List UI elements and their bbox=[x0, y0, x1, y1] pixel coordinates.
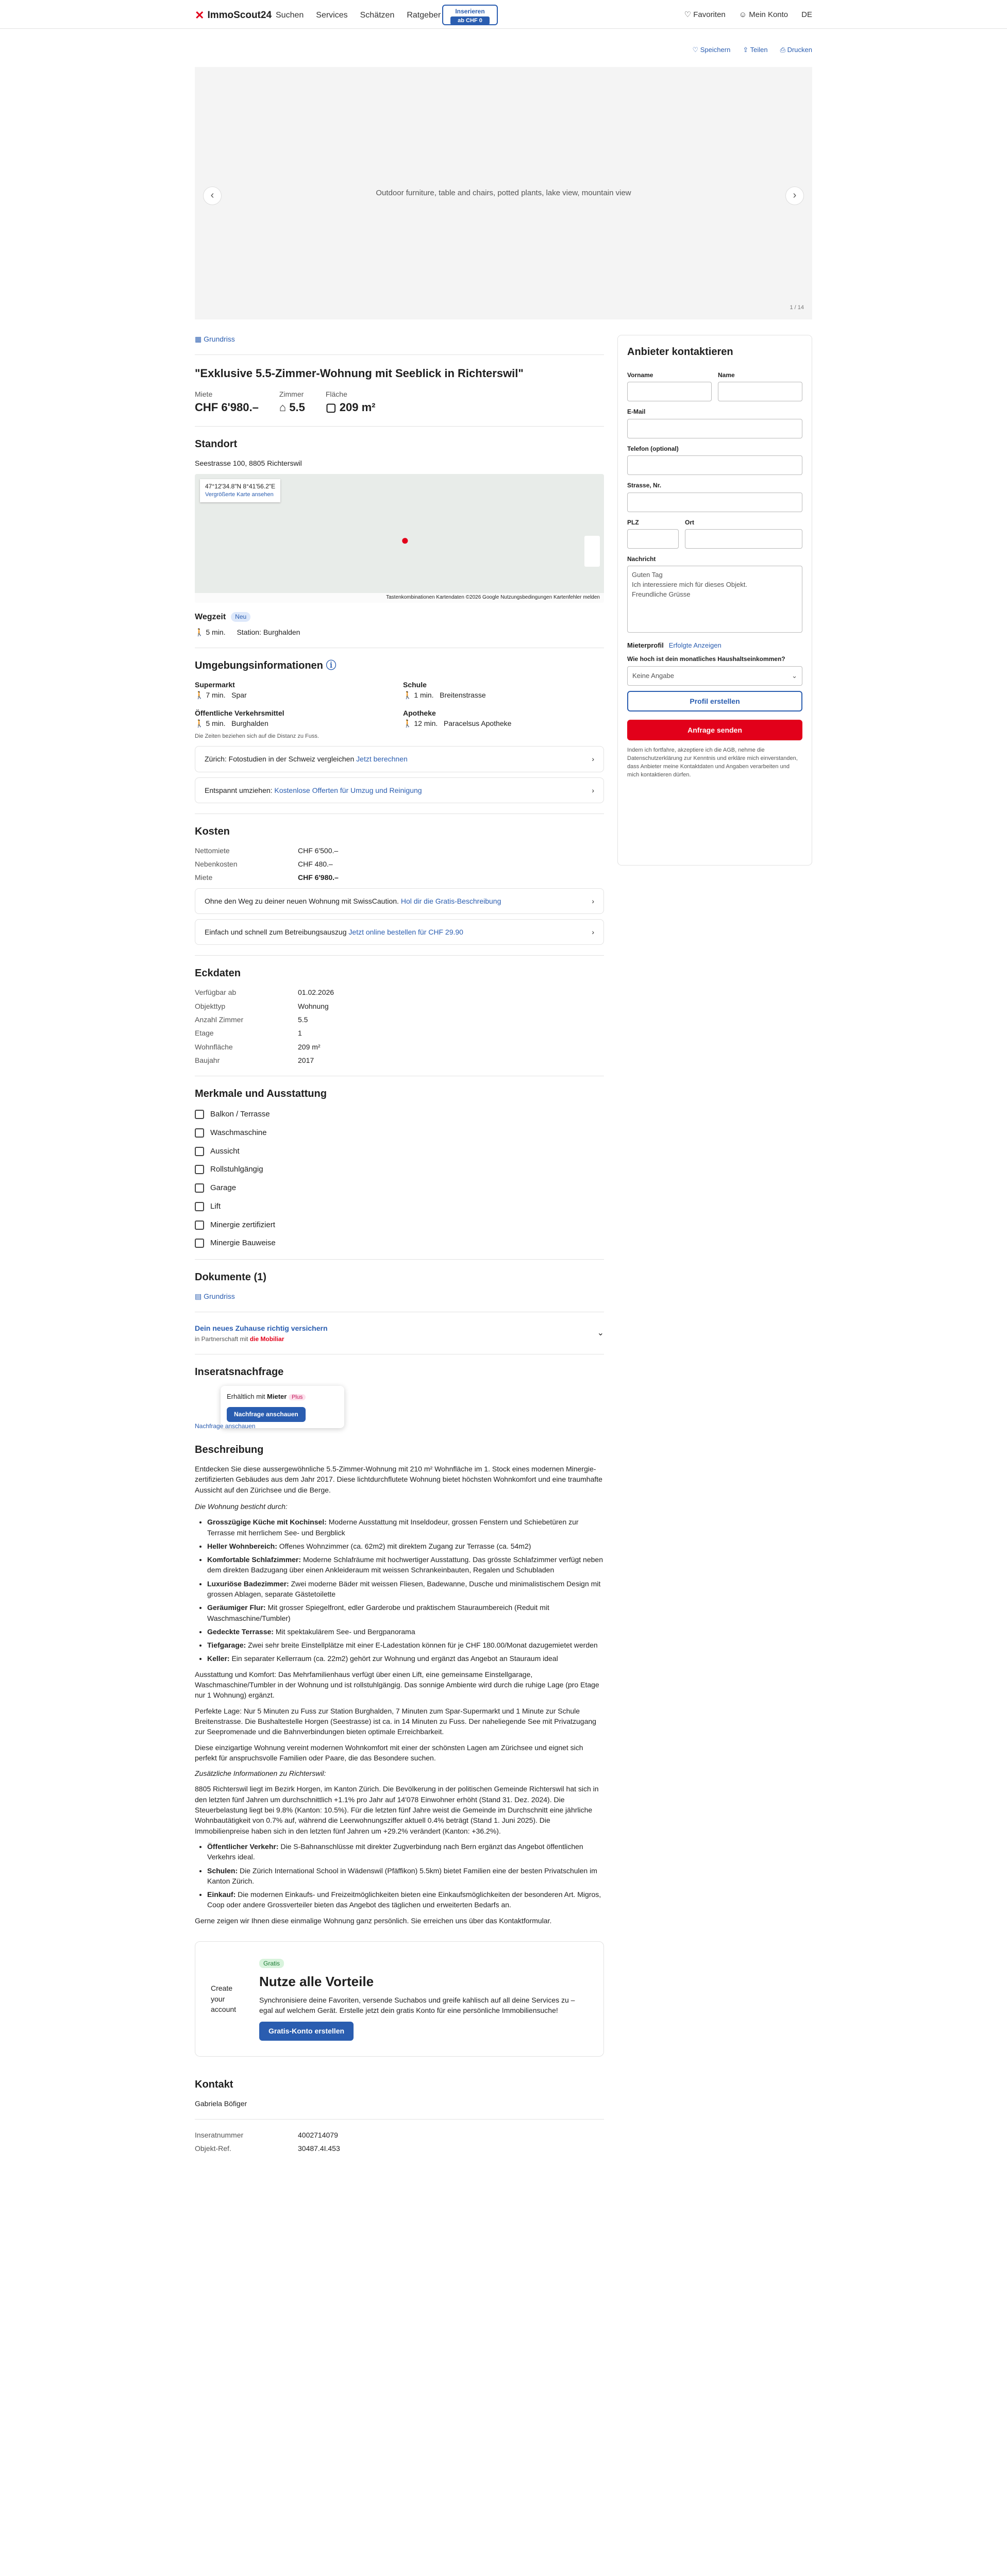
features-list bbox=[195, 1109, 604, 1249]
email-field[interactable] bbox=[627, 419, 802, 438]
area-value: ▢ 209 m² bbox=[325, 401, 376, 414]
cost-row: Nettomiete CHF 6'500.– bbox=[195, 846, 339, 855]
documents-title: Dokumente (1) bbox=[195, 1272, 266, 1283]
debt-extract-box[interactable]: Einfach und schnell zum Betreibungsauszug Jetzt online bestellen für CHF 29.90 › bbox=[195, 919, 604, 945]
features-title: Merkmale und Ausstattung bbox=[195, 1088, 327, 1100]
feature-icon bbox=[195, 1165, 204, 1174]
heart-icon: ♡ bbox=[684, 10, 694, 19]
contact-form: Anbieter kontaktieren Vorname Name E-Mail Telefon (optional) Strasse, Nr. PLZ Ort Nachricht Guten Tag Ich interessiere mich für dieses Objekt. Freundliche Grüsse Mieterprofil Erfolgte Anzeigen Wie hoch ist dein monatliches Haushaltseinkommen? Keine Angabe ⌄ Profil erstellen Anfrage senden Indem ich fortfahre, akzeptiere ich die AGB, nehme die Datenschutzerklärung zur Kenntnis und erkläre mich einverstanden, dass Anbieter meine Kontaktdaten und Angaben verarbeiten und mich kontaktieren dürfen. bbox=[617, 335, 812, 866]
fact-row: Etage 1 bbox=[195, 1029, 302, 1038]
swisscaution-box[interactable]: Ohne den Weg zu deiner neuen Wohnung mit SwissCaution. Hol dir die Gratis-Beschreibung › bbox=[195, 888, 604, 914]
description-bullet: • Öffentlicher Verkehr: Die S-Bahnanschlüsse mit direkter Zugverbindung nach Bern ergänzt das Angebot öffentlichen Verkehrs ideal. bbox=[207, 1841, 604, 1862]
nav-search[interactable]: Suchen bbox=[276, 11, 304, 20]
favorites-link[interactable]: ♡ Favoriten bbox=[684, 10, 726, 19]
walk-icon: 🚶 5 min. bbox=[195, 628, 226, 636]
fact-row: Baujahr 2017 bbox=[195, 1056, 314, 1064]
feature-item: Aussicht bbox=[195, 1146, 604, 1157]
rent-value: CHF 6'980.– bbox=[195, 401, 259, 414]
account-promo: Create your account Gratis Nutze alle Vorteile Synchronisiere deine Favoriten, versende Suchabos und greife kahlisch auf all deine Services zu – egal auf welchem Gerät. Erstelle jetzt dein gratis Konto für eine persönliche Immobiliensuche! Gratis-Konto erstellen bbox=[195, 1941, 604, 2057]
feature-icon bbox=[195, 1147, 204, 1156]
phone-field[interactable] bbox=[627, 455, 802, 475]
new-badge: Neu bbox=[231, 612, 250, 622]
surroundings-title: Umgebungsinformationen ⓘ bbox=[195, 660, 337, 672]
surroundings-grid bbox=[195, 680, 604, 728]
feature-icon bbox=[195, 1128, 204, 1138]
main-nav bbox=[276, 9, 441, 21]
cost-row: Nebenkosten CHF 480.– bbox=[195, 860, 333, 869]
map-info-card: 47°12'34.8"N 8°41'56.2"E Vergrößerte Karte ansehen bbox=[200, 479, 280, 502]
description-bullet: • Geräumiger Flur: Mit grosser Spiegelfront, edler Garderobe und praktischem Stauraumbereich (Reduit mit Waschmaschine/Tumbler) bbox=[207, 1602, 604, 1623]
surroundings-note: Die Zeiten beziehen sich auf die Distanz zu Fuss. bbox=[195, 733, 319, 740]
contact-name: Gabriela Böfiger bbox=[195, 2099, 247, 2108]
fact-row: Objekttyp Wohnung bbox=[195, 1002, 329, 1010]
main-content: ▦ Grundriss "Exklusive 5.5-Zimmer-Wohnung mit Seeblick in Richterswil" Miete CHF 6'980.– Zimmer ⌂ 5.5 Fläche ▢ 209 m² Standort Seestrasse 100, 8805 Richterswil 47°12'34.8"N 8°41'56.2"E Vergrößerte Karte ansehen ● Tastenkombinationen Kartendaten ©2026 Google Nutzungsbedingungen Kartenfehler melden Wegzeit Neu 🚶 5 min. Station: Burghalden Umgebungsinformationen ⓘ Supermarkt 🚶 7 min. Spar Schule 🚶 1 min. Breitenstrasse Öffentliche Verkehrsmittel 🚶 5 min. Burghalden Apotheke 🚶 12 min. Paracelsus Apotheke Die Zeiten beziehen sich auf die Distanz zu Fuss. Zürich: Fotostudien in der Schweiz vergleichen Jetzt berechnen › Entspannt umziehen: Kostenlose Offerten für Umzug und Reinigung › Kosten Nettomiete CHF 6'500.– Nebenkosten CHF 480.– Miete CHF 6'980.– Ohne den Weg zu deiner neuen Wohnung mit SwissCaution. Hol dir die Gratis-Beschreibung › Einfach und schnell zum Betreibungsauszug Jetzt online bestellen für CHF 29.90 › Eckdaten Verfügbar ab 01.02.2026 Objekttyp Wohnung Anzahl Zimmer 5.5 Etage 1 Wohnfläche 209 m² Baujahr 2017 Merkmale und Ausstattung Balkon / Terrasse Waschmaschine Aussicht Rollstuhlgängig Garage Lift Minergie zertifiziert Minergie Bauweise Dokumente (1) ▤ Grundriss Dein neues Zuhause richtig versichern in Partnerschaft mit die Mobiliar ⌄ Inseratsnachfrage Erhältlich mit Mieter Plus Nachfrage anschauen Nachfrage anschauen Beschreibung Entdecken Sie diese aussergewöhnliche 5.5-Zimmer-Wohnung mit 210 m² Wohnfläche im 1. Stock eines modernen Minergie-zertifizierten Gebäudes aus dem Jahr 2017. Diese lichtdurchflutete Wohnung bietet höchsten Wohnkomfort und eine traumhafte Aussicht auf den Zürichsee und die Berge. Die Wohnung besticht durch: • Grosszügige Küche mit Kochinsel: Moderne Ausstattung mit Inseldodeur, grossen Fenstern und Schiebetüren zur Terrasse mit herrlichem See- und Bergblick • Heller Wohnbereich: Offenes Wohnzimmer (ca. 62m2) mit direktem Zugang zur Terrasse (ca. 54m2) • Komfortable Schlafzimmer: Moderne Schlafräume mit hochwertiger Ausstattung. Das grösste Schlafzimmer verfügt neben dem direkten Badzugang über einen Ankleideraum mit weissen Schrankeinbauten, Regalen und Schubladen • Luxuriöse Badezimmer: Zwei moderne Bäder mit weissen Fliesen, Badewanne, Dusche und minimalistischem Design mit grossen Ablagen, separate Gästetoilette • Geräumiger Flur: Mit grosser Spiegelfront, edler Garderobe und praktischem Stauraumbereich (Reduit mit Waschmaschine/Tumbler) • Gedeckte Terrasse: Mit spektakulärem See- und Bergpanorama • Tiefgarage: Zwei sehr breite Einstellplätze mit einer E-Ladestation können für je CHF 180.00/Monat dazugemietet werden • Keller: Ein separater Kellerraum (ca. 22m2) gehört zur Wohnung und ergänzt das Angebot an Stauraum ideal Ausstattung und Komfort: Das Mehrfamilienhaus verfügt über einen Lift, eine gemeinsame Einstellgarage, Waschmaschine/Tumbler in der Wohnung und ist rollstuhlgängig. Das sonnige Ambiente wird durch die ruhige Lage (pro Etage nur 1 Wohnung) ergänzt. Perfekte Lage: Nur 5 Minuten zu Fuss zur Station Burghalden, 7 Minuten zum Spar-Supermarkt und 1 Minute zur Schule Breitenstrasse. Die Bushaltestelle Horgen (Seestrasse) ist ca. in 14 Minuten zu Fuss. Der naheliegende See mit Privatzugang zur Seepromenade und die Bahnverbindungen bieten optimale Erreichbarkeit. Diese einzigartige Wohnung vereint modernen Wohnkomfort mit einer der schönsten Lagen am Zürichsee und eignet sich perfekt für anspruchsvolle Familien oder Paare, die das Besondere suchen. Zusätzliche Informationen zu Richterswil: 8805 Richterswil liegt im Bezirk Horgen, im Kanton Zürich. Die Bevölkerung in der politischen Gemeinde Richterswil hat sich in den letzten fünf Jahren um durchschnittlich +1.1% pro Jahr auf 14'078 Einwohner erhöht (Stand 31. Dez. 2024). Die Steuerbelastung liegt bei 9.8% (Kanton: 10.5%). Für die letzten fünf Jahre weist die Gemeinde im Durchschnitt eine jährliche Wohnbautätigkeit von 0.7% auf, während die Leerwohnungsziffer aktuell 0.4% beträgt (Stand 1. Juni 2025). Die Immobilienpreise haben sich in den letzten fünf Jahren um +29.2% verändert (Kanton: +36.2%). • Öffentlicher Verkehr: Die S-Bahnanschlüsse mit direkter Zugverbindung nach Bern ergänzt das Angebot öffentlichen Verkehrs ideal. • Schulen: Die Zürich International School in Wädenswil (Pfäffikon) 5.5km) bietet Familien eine der besten Privatschulen im Kanton Zürich. • Einkauf: Die modernen Einkaufs- und Freizeitmöglichkeiten bieten eine Einkaufsmöglichkeiten der besonderen Art. Migros, Coop oder andere Grossverteiler bieten das Angebot des täglichen und erweiterten Bedarfs an. Gerne zeigen wir Ihnen diese einmalige Wohnung ganz persönlich. Sie erreichen uns über das Kontaktformular. Create your account Gratis Nutze alle Vorteile Synchronisiere deine Favoriten, versende Suchabos und greife kahlisch auf all deine Services zu – egal auf welchem Gerät. Erstelle jetzt dein gratis Konto für eine persönliche Immobiliensuche! Gratis-Konto erstellen Kontakt Gabriela Böfiger Inseratnummer 4002714079 Objekt-Ref. 30487.4I.453 bbox=[195, 334, 604, 2157]
tax-compare-box[interactable]: Zürich: Fotostudien in der Schweiz vergleichen Jetzt berechnen › bbox=[195, 746, 604, 772]
insurance-box[interactable]: Dein neues Zuhause richtig versichern in Partnerschaft mit die Mobiliar ⌄ bbox=[195, 1324, 604, 1343]
print-button[interactable]: ⎙ Drucken bbox=[780, 46, 812, 54]
description-bullet: • Einkauf: Die modernen Einkaufs- und Freizeitmöglichkeiten bieten eine Einkaufsmöglichkeiten der besonderen Art. Migros, Coop oder andere Grossverteiler bieten das Angebot des täglichen und erweiterten Bedarfs an. bbox=[207, 1889, 604, 1910]
costs-title: Kosten bbox=[195, 825, 230, 837]
gallery-next-button[interactable]: › bbox=[785, 187, 804, 205]
chevron-right-icon: › bbox=[592, 786, 594, 794]
save-button[interactable]: ♡ Speichern bbox=[692, 46, 731, 54]
fact-row: Wohnfläche 209 m² bbox=[195, 1042, 321, 1051]
info-icon[interactable]: ⓘ bbox=[326, 660, 337, 672]
view-inquiry-button[interactable]: Nachfrage anschauen bbox=[227, 1407, 306, 1422]
income-select[interactable]: Keine Angabe ⌄ bbox=[627, 666, 802, 686]
rooms-value: ⌂ 5.5 bbox=[279, 401, 305, 414]
firstname-field[interactable] bbox=[627, 382, 712, 401]
chevron-right-icon: › bbox=[592, 755, 594, 764]
send-inquiry-button[interactable]: Anfrage senden bbox=[627, 720, 802, 740]
description-bullet: • Keller: Ein separater Kellerraum (ca. 22m2) gehört zur Wohnung und ergänzt das Angebot an Stauraum ideal bbox=[207, 1653, 604, 1664]
gallery-counter: 1 / 14 bbox=[790, 304, 804, 311]
street-field[interactable] bbox=[627, 493, 802, 512]
chevron-down-icon: ⌄ bbox=[792, 671, 797, 680]
description-bullet: • Schulen: Die Zürich International School in Wädenswil (Pfäffikon) 5.5km) bietet Familien eine der besten Privatschulen im Kanton Zürich. bbox=[207, 1866, 604, 1887]
description-bullet: • Tiefgarage: Zwei sehr breite Einstellplätze mit einer E-Ladestation können für je CHF 180.00/Monat dazugemietet werden bbox=[207, 1640, 604, 1650]
facts-title: Eckdaten bbox=[195, 968, 241, 979]
description-bullet: • Grosszügige Küche mit Kochinsel: Moderne Ausstattung mit Inseldodeur, grossen Fenstern und Schiebetüren zur Terrasse mit herrlichem See- und Bergblick bbox=[207, 1517, 604, 1538]
map-pin-icon: ● bbox=[401, 532, 409, 548]
insert-button[interactable]: Inserieren ab CHF 0 bbox=[442, 5, 498, 25]
feature-item: Lift bbox=[195, 1201, 604, 1212]
document-link[interactable]: ▤ Grundriss bbox=[195, 1292, 235, 1301]
address: Seestrasse 100, 8805 Richterswil bbox=[195, 459, 302, 468]
description-body: Entdecken Sie diese aussergewöhnliche 5.5-Zimmer-Wohnung mit 210 m² Wohnfläche im 1. Stock eines modernen Minergie-zertifizierten Gebäudes aus dem Jahr 2017. Diese lichtdurchflutete Wohnung bietet höchsten Wohnkomfort und eine traumhafte Aussicht auf den Zürichsee und die Berge. Die Wohnung besticht durch: • Grosszügige Küche mit Kochinsel: Moderne Ausstattung mit Inseldodeur, grossen Fenstern und Schiebetüren zur Terrasse mit herrlichem See- und Bergblick • Heller Wohnbereich: Offenes Wohnzimmer (ca. 62m2) mit direktem Zugang zur Terrasse (ca. 54m2) • Komfortable Schlafzimmer: Moderne Schlafräume mit hochwertiger Ausstattung. Das grösste Schlafzimmer verfügt neben dem direkten Badzugang über einen Ankleideraum mit weissen Schrankeinbauten, Regalen und Schubladen • Luxuriöse Badezimmer: Zwei moderne Bäder mit weissen Fliesen, Badewanne, Dusche und minimalistischem Design mit grossen Ablagen, separate Gästetoilette • Geräumiger Flur: Mit grosser Spiegelfront, edler Garderobe und praktischem Stauraumbereich (Reduit mit Waschmaschine/Tumbler) • Gedeckte Terrasse: Mit spektakulärem See- und Bergpanorama • Tiefgarage: Zwei sehr breite Einstellplätze mit einer E-Ladestation können für je CHF 180.00/Monat dazugemietet werden • Keller: Ein separater Kellerraum (ca. 22m2) gehört zur Wohnung und ergänzt das Angebot an Stauraum ideal Ausstattung und Komfort: Das Mehrfamilienhaus verfügt über einen Lift, eine gemeinsame Einstellgarage, Waschmaschine/Tumbler in der Wohnung und ist rollstuhlgängig. Das sonnige Ambiente wird durch die ruhige Lage (pro Etage nur 1 Wohnung) ergänzt. Perfekte Lage: Nur 5 Minuten zu Fuss zur Station Burghalden, 7 Minuten zum Spar-Supermarkt und 1 Minute zur Schule Breitenstrasse. Die Bushaltestelle Horgen (Seestrasse) ist ca. in 14 Minuten zu Fuss. Der naheliegende See mit Privatzugang zur Seepromenade und die Bahnverbindungen bieten optimale Erreichbarkeit. Diese einzigartige Wohnung vereint modernen Wohnkomfort mit einer der schönsten Lagen am Zürichsee und eignet sich perfekt für anspruchsvolle Familien oder Paare, die das Besondere suchen. Zusätzliche Informationen zu Richterswil: 8805 Richterswil liegt im Bezirk Horgen, im Kanton Zürich. Die Bevölkerung in der politischen Gemeinde Richterswil hat sich in den letzten fünf Jahren um durchschnittlich +1.1% pro Jahr auf 14'078 Einwohner erhöht (Stand 31. Dez. 2024). Die Steuerbelastung liegt bei 9.8% (Kanton: 10.5%). Für die letzten fünf Jahre weist die Gemeinde im Durchschnitt eine jährliche Wohnbautätigkeit von 0.7% auf, während die Leerwohnungsziffer aktuell 0.4% beträgt (Stand 1. Juni 2025). Die Immobilienpreise haben sich in den letzten fünf Jahren um +29.2% verändert (Kanton: +36.2%). • Öffentlicher Verkehr: Die S-Bahnanschlüsse mit direkter Zugverbindung nach Bern ergänzt das Angebot öffentlichen Verkehrs ideal. • Schulen: Die Zürich International School in Wädenswil (Pfäffikon) 5.5km) bietet Familien eine der besten Privatschulen im Kanton Zürich. • Einkauf: Die modernen Einkaufs- und Freizeitmöglichkeiten bieten eine Einkaufsmöglichkeiten der besonderen Art. Migros, Coop oder andere Grossverteiler bieten das Angebot des täglichen und erweiterten Bedarfs an. Gerne zeigen wir Ihnen diese einmalige Wohnung ganz persönlich. Sie erreichen uns über das Kontaktformular. bbox=[195, 1464, 604, 1926]
commute-row: 🚶 5 min. Station: Burghalden bbox=[195, 627, 604, 637]
description-bullet: • Gedeckte Terrasse: Mit spektakulärem See- und Bergpanorama bbox=[207, 1626, 604, 1637]
floorplan-link[interactable]: ▦ Grundriss bbox=[195, 335, 235, 343]
description-bullet: • Komfortable Schlafzimmer: Moderne Schlafräume mit hochwertiger Ausstattung. Das grösste Schlafzimmer verfügt neben dem direkten Badzugang über einen Ankleideraum mit weissen Schrankeinbauten, Regalen und Schubladen bbox=[207, 1554, 604, 1575]
message-field[interactable]: Guten Tag Ich interessiere mich für dieses Objekt. Freundliche Grüsse bbox=[627, 566, 802, 633]
feature-item: Waschmaschine bbox=[195, 1127, 604, 1139]
legal-note: Indem ich fortfahre, akzeptiere ich die AGB, nehme die Datenschutzerklärung zur Kenntnis und erkläre mich einverstanden, dass Anbieter meine Kontaktdaten und Angaben verarbeiten und mich kontaktieren dürfen. bbox=[627, 747, 798, 778]
header-right bbox=[684, 9, 812, 21]
feature-item: Garage bbox=[195, 1182, 604, 1194]
inquiry-popup: Erhältlich mit Mieter Plus Nachfrage anschauen bbox=[221, 1386, 344, 1428]
logo-icon: ✕ bbox=[195, 9, 205, 22]
nav-guide[interactable]: Ratgeber bbox=[407, 11, 441, 20]
lastname-field[interactable] bbox=[718, 382, 802, 401]
feature-icon bbox=[195, 1202, 204, 1211]
commute-header: Wegzeit Neu bbox=[195, 611, 604, 623]
nav-estimate[interactable]: Schätzen bbox=[360, 11, 395, 20]
inquiry-title: Inseratsnachfrage bbox=[195, 1366, 284, 1378]
site-header bbox=[0, 0, 1007, 29]
map-footer: Tastenkombinationen Kartendaten ©2026 Google Nutzungsbedingungen Kartenfehler melden bbox=[195, 593, 604, 603]
free-badge: Gratis bbox=[259, 1959, 284, 1968]
image-gallery[interactable] bbox=[195, 67, 812, 319]
share-button[interactable]: ⇪ Teilen bbox=[743, 46, 768, 54]
moving-offer-box[interactable]: Entspannt umziehen: Kostenlose Offerten für Umzug und Reinigung › bbox=[195, 777, 604, 803]
create-account-button[interactable]: Gratis-Konto erstellen bbox=[259, 2022, 354, 2040]
location-title: Standort bbox=[195, 438, 238, 450]
contact-title: Kontakt bbox=[195, 2078, 233, 2090]
account-link[interactable]: ☺ Mein Konto bbox=[739, 10, 788, 19]
create-profile-button[interactable]: Profil erstellen bbox=[627, 691, 802, 711]
poi-school: Schule 🚶 1 min. Breitenstrasse bbox=[403, 681, 486, 700]
facts-table bbox=[195, 987, 604, 1065]
description-bullet: • Luxuriöse Badezimmer: Zwei moderne Bäder mit weissen Fliesen, Badewanne, Dusche und minimalistischem Design mit grossen Ablagen, separate Gästetoilette bbox=[207, 1579, 604, 1600]
cost-row: Miete CHF 6'980.– bbox=[195, 873, 339, 882]
language-switch[interactable]: DE bbox=[801, 10, 812, 19]
fact-row: Anzahl Zimmer 5.5 bbox=[195, 1015, 308, 1024]
description-bullet: • Heller Wohnbereich: Offenes Wohnzimmer (ca. 62m2) mit direktem Zugang zur Terrasse (ca. 54m2) bbox=[207, 1541, 604, 1551]
map-zoom-control[interactable] bbox=[584, 536, 600, 567]
poi-supermarket: Supermarkt 🚶 7 min. Spar bbox=[195, 681, 247, 700]
feature-icon bbox=[195, 1221, 204, 1230]
map[interactable] bbox=[195, 474, 604, 603]
fact-row: Verfügbar ab 01.02.2026 bbox=[195, 988, 334, 997]
feature-item: Minergie Bauweise bbox=[195, 1238, 604, 1249]
gallery-prev-button[interactable]: ‹ bbox=[203, 187, 222, 205]
zip-field[interactable] bbox=[627, 529, 679, 549]
feature-icon bbox=[195, 1183, 204, 1193]
feature-icon bbox=[195, 1239, 204, 1248]
listing-actions bbox=[692, 45, 812, 55]
listing-title: "Exklusive 5.5-Zimmer-Wohnung mit Seeblick in Richterswil" bbox=[195, 367, 524, 380]
poi-transport: Öffentliche Verkehrsmittel 🚶 5 min. Burghalden bbox=[195, 708, 284, 728]
inquiry-area: Erhältlich mit Mieter Plus Nachfrage anschauen Nachfrage anschauen bbox=[195, 1386, 604, 1443]
poi-pharmacy: Apotheke 🚶 12 min. Paracelsus Apotheke bbox=[403, 708, 512, 728]
feature-item: Rollstuhlgängig bbox=[195, 1164, 604, 1175]
logo[interactable]: ✕ ImmoScout24 bbox=[195, 7, 272, 24]
chevron-down-icon: ⌄ bbox=[597, 1329, 604, 1338]
feature-item: Balkon / Terrasse bbox=[195, 1109, 604, 1120]
nav-services[interactable]: Services bbox=[316, 11, 348, 20]
feature-item: Minergie zertifiziert bbox=[195, 1219, 604, 1231]
key-facts: Miete CHF 6'980.– Zimmer ⌂ 5.5 Fläche ▢ 209 m² bbox=[195, 389, 604, 416]
description-title: Beschreibung bbox=[195, 1444, 264, 1456]
feature-icon bbox=[195, 1110, 204, 1119]
user-icon: ☺ bbox=[739, 10, 749, 19]
gallery-caption: Outdoor furniture, table and chairs, potted plants, lake view, mountain view bbox=[376, 189, 631, 197]
city-field[interactable] bbox=[685, 529, 802, 549]
